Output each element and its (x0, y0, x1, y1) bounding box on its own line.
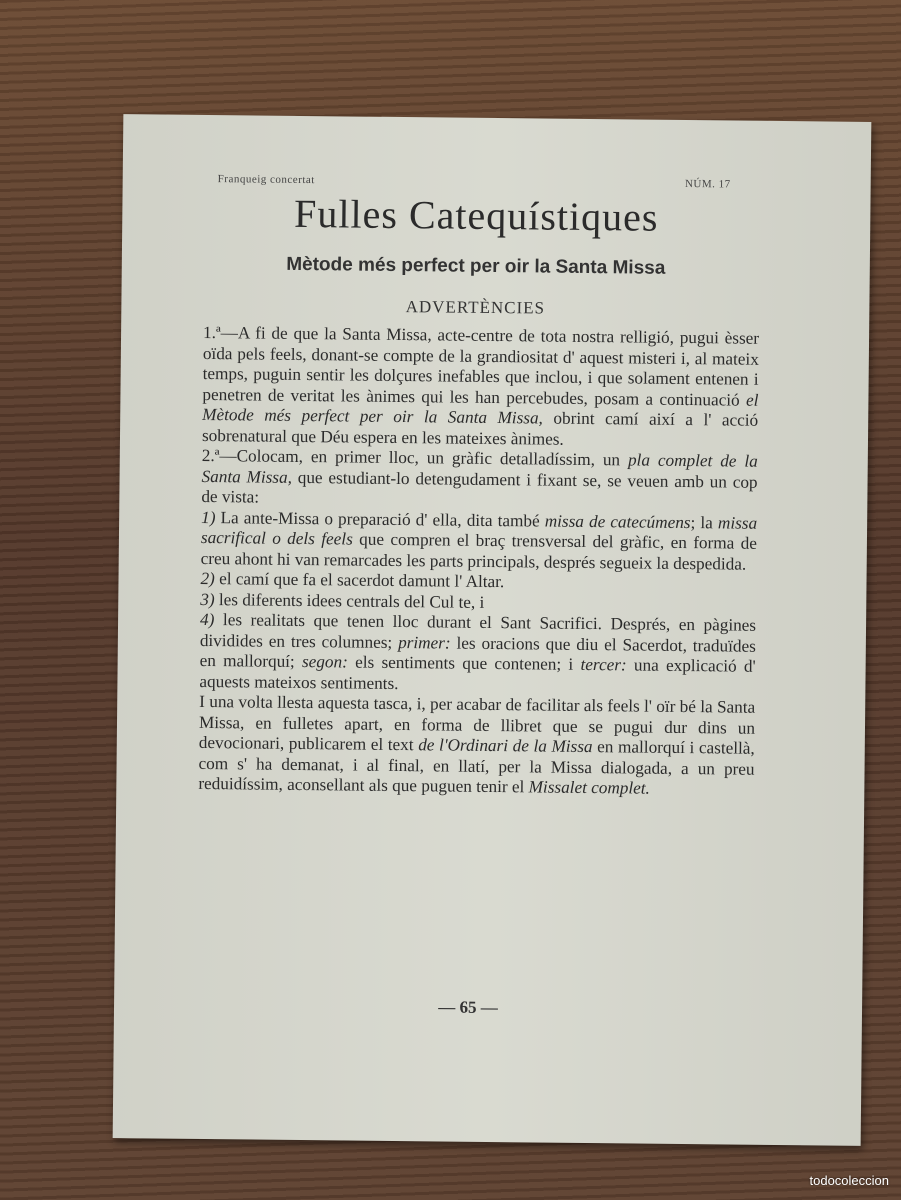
list-item-3: 3) les diferents idees centrals del Cul te, i (200, 589, 485, 612)
document-title: Fulles Catequístiques (293, 190, 659, 240)
paragraph-2: 2.ª—Colocam, en primer lloc, un gràfic detalladíssim, un pla complet de la Santa Missa, que estudiant-lo detengudament i fixant se, se veuen amb un cop de vista: (201, 445, 758, 507)
list-item-1: 1) La ante-Missa o preparació d' ella, dita també missa de catecúmens; la missa sacrifical o dels feels que compren el braç trensversal del gràfic, en forma de creu ahont hi van remarcades les parts principals, després segueix la despedida. (200, 507, 758, 574)
page-number: — 65 — (438, 997, 498, 1018)
watermark-logo: todocoleccion (809, 1173, 889, 1188)
paragraph-1: 1.ª—A fi de que la Santa Missa, acte-centre de tota nostra relligió, pugui èsser oïda pels feels, donant-se compte de la grandiositat d' aquest misteri i, al mateix temps, puguin sentir les dolçures inefables que inclou, i que solament entenen i penetren de veritat les ànimes qui les han percebudes, posam a continuació el Mètode més perfect per oir la Santa Missa, obrint camí així a l' acció sobrenatural que Déu espera en les mateixes ànimes. (201, 322, 760, 449)
list-item-4: 4) les realitats que tenen lloc durant el Sant Sacrifici. Després, en pàgines dividides en tres columnes; primer: les oracions que diu el Sacerdot, traduïdes en mallorquí; segon: els sentiments que contenen; i tercer: una explicació d' aquests mateixos sentiments. (199, 609, 757, 693)
body-text (198, 323, 759, 800)
document-sheet (113, 114, 872, 1146)
issue-number: NÚM. 17 (684, 177, 731, 191)
header-line (218, 173, 731, 190)
paragraph-3: I una volta llesta aquesta tasca, i, per acabar de facilitar als feels l' oïr bé la Santa Missa, en fulletes apart, en forma de llibret que se pugui dur dins un devocionari, publicarem el text de l'Ordinari de la Missa en mallorquí i castellà, com s' ha demanat, i al final, en llatí, per la Missa dialogada, a un preu reduidíssim, aconsellant als que puguen tenir el Missalet complet. (198, 691, 756, 798)
document-subtitle: Mètode més perfect per oir la Santa Missa (286, 253, 666, 279)
section-heading: ADVERTÈNCIES (405, 297, 546, 318)
list-item-2: 2) el camí que fa el sacerdot damunt l' Altar. (200, 568, 505, 592)
franqueig-label: Franqueig concertat (217, 173, 315, 187)
